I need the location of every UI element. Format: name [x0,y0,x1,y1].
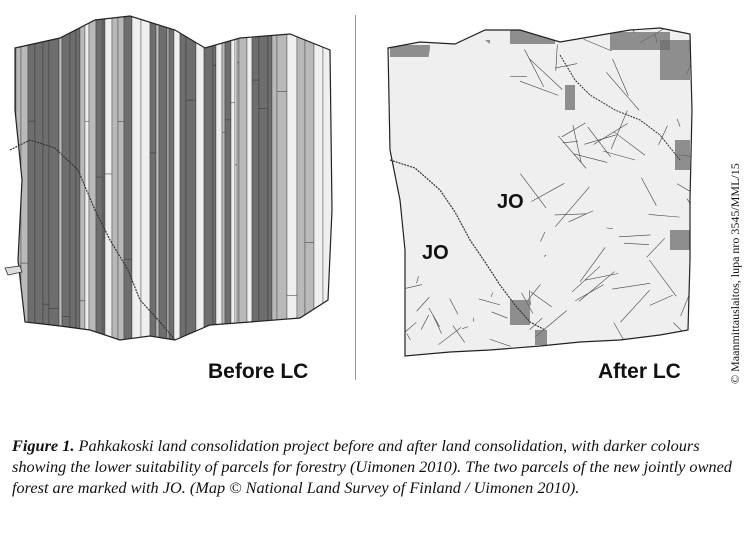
parcel-strip [105,0,112,400]
parcel-boundary [690,284,699,313]
parcel-strip [43,0,49,400]
after-lc-map [360,0,715,400]
before-lc-label: Before LC [208,360,309,383]
parcel-strip [49,0,59,400]
parcel-strip [216,0,222,400]
parcel-strip [252,0,259,400]
parcel-strip [89,0,96,400]
figure-caption [12,435,742,498]
parcel-strip [16,0,21,400]
parcel-strip [231,0,235,400]
low-suitability-parcel [510,30,555,44]
parcel-strip [28,0,35,400]
low-suitability-parcel [675,140,690,170]
low-suitability-parcel [670,230,690,250]
parcel-strip [156,0,159,400]
before-parcel-strips [10,0,344,400]
parcel-strip [186,0,196,400]
caption-text: Pahkakoski land consolidation project before and after land consolidation, with darker colours showing the lower suitability of parcels for forestry (Uimonen 2010). The two parcels of the new jointly owned forest are marked with JO. (Map © National Land Survey of Finland / Uimonen 2010). [12,436,732,497]
parcel-strip [85,0,89,400]
low-suitability-parcel [510,300,530,325]
parcel-strip [167,0,169,400]
low-suitability-parcel [535,330,547,345]
parcel-boundary [614,0,635,33]
parcel-strip [132,0,141,400]
parcel-strip [180,0,186,400]
parcel-boundary [693,218,702,245]
parcel-strip [204,0,213,400]
parcel-strip [141,0,150,400]
parcel-strip [196,0,204,400]
parcel-boundary [673,333,678,356]
jo-parcel-label: JO [497,191,524,213]
parcel-strip [287,0,297,400]
parcel-boundary [382,301,401,317]
parcel-strip [222,0,225,400]
parcel-boundary [695,0,715,32]
parcel-strip [21,0,28,400]
low-suitability-parcel [565,85,575,110]
parcel-strip [35,0,43,400]
after-lc-label: After LC [598,360,681,383]
parcel-strip [305,0,314,400]
before-lc-map [0,0,350,400]
parcel-strip [338,0,344,400]
low-suitability-parcel [660,40,690,80]
parcel-boundary [697,212,700,231]
parcel-strip [124,0,132,400]
parcel-boundary [520,348,533,367]
parcel-strip [333,0,338,400]
parcel-strip [225,0,231,400]
parcel-boundary [516,348,526,364]
parcel-strip [297,0,305,400]
map-divider [355,15,356,380]
parcel-strip [235,0,237,400]
jo-parcel-label: JO [422,242,449,264]
map-credit: © Maanmittauslaitos, lupa nro 3545/MML/15 [728,163,742,384]
parcel-strip [268,0,272,400]
parcel-strip [213,0,216,400]
parcel-strip [150,0,156,400]
parcel-strip [259,0,268,400]
parcel-strip [59,0,62,400]
caption-label: Figure 1. [12,436,75,455]
parcel-strip [247,0,252,400]
parcel-strip [76,0,80,400]
parcel-strip [70,0,76,400]
parcel-strip [112,0,118,400]
parcel-strip [237,0,239,400]
parcel-boundary [694,271,700,289]
parcel-strip [277,0,287,400]
parcel-strip [272,0,277,400]
parcel-strip [159,0,167,400]
parcel-strip [96,0,103,400]
parcel-strip [314,0,323,400]
parcel-boundary [699,29,703,52]
parcel-strip [62,0,70,400]
parcel-strip [239,0,247,400]
parcel-strip [103,0,105,400]
parcel-strip [80,0,85,400]
